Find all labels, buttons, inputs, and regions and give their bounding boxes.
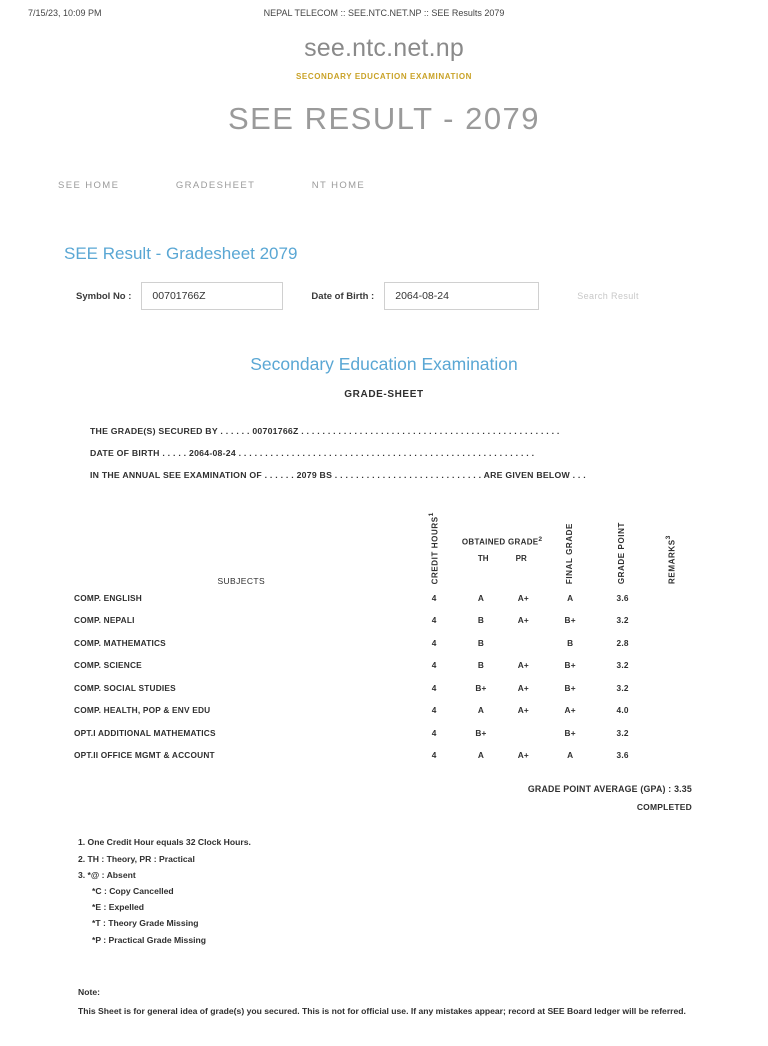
row-credit: 4 [431, 705, 437, 716]
row-remarks [649, 609, 694, 632]
row-grade-point: 3.2 [616, 615, 629, 626]
row-remarks [649, 721, 694, 744]
header-credit-hours-label: CREDIT HOURS [430, 516, 440, 585]
meta-line-date-of-birth: DATE OF BIRTH . . . . . 2064-08-24 . . . . . . . . . . . . . . . . . . . . . . . . . . . . . . . . . . . . . . . . . . . . . . . . . . . . . . . . [90, 448, 535, 458]
header-final-grade [545, 512, 596, 586]
header-remarks-sup: 3 [665, 535, 673, 540]
row-final: A+ [564, 705, 576, 716]
table-row [74, 721, 694, 744]
table-row [74, 699, 694, 722]
row-pr [502, 721, 544, 744]
header-subjects: SUBJECTS [217, 576, 266, 587]
row-th: B [477, 615, 485, 626]
note-heading: Note: [78, 986, 100, 997]
print-header [0, 0, 768, 22]
row-th: B+ [475, 682, 487, 693]
nav-item-nt-home[interactable]: NT HOME [311, 180, 366, 191]
footnotes [0, 834, 768, 947]
footnote-1: 1. One Credit Hour equals 32 Clock Hours. [78, 837, 251, 848]
banner-title: SEE RESULT - 2079 [227, 101, 541, 136]
header-credit-hours-sup: 1 [427, 512, 435, 517]
table-header-row [74, 512, 694, 586]
meta-line-grades-secured-by: THE GRADE(S) SECURED BY . . . . . . 00701766Z . . . . . . . . . . . . . . . . . . . . . . . . . . . . . . . . . . . . . . . . . . . . . . . . . [90, 426, 560, 436]
row-pr: A+ [517, 682, 529, 693]
nav-item-see-home[interactable]: SEE HOME [58, 180, 120, 191]
gradesheet-title: Secondary Education Examination [250, 354, 518, 374]
row-final: B+ [564, 727, 576, 738]
row-final: A [567, 750, 574, 761]
table-row [74, 631, 694, 654]
row-remarks [649, 699, 694, 722]
row-pr: A+ [517, 660, 529, 671]
row-credit: 4 [431, 637, 437, 648]
row-grade-point: 4.0 [616, 705, 629, 716]
row-subject: OPT.II OFFICE MGMT & ACCOUNT [74, 750, 215, 761]
header-grade-point-label: GRADE POINT [617, 522, 627, 585]
row-grade-point: 3.6 [616, 592, 629, 603]
row-pr: A+ [517, 750, 529, 761]
row-grade-point: 3.2 [616, 727, 629, 738]
row-grade-point: 3.2 [616, 660, 629, 671]
meta-line-examination-year: IN THE ANNUAL SEE EXAMINATION OF . . . . . . 2079 BS . . . . . . . . . . . . . . . . . . . . . . . . . . . . ARE GIVEN BELOW . . . [90, 470, 586, 480]
row-subject: COMP. NEPALI [74, 615, 135, 626]
symbol-no-label: Symbol No : [76, 290, 132, 302]
note-text: This Sheet is for general idea of grade(s) you secured. This is not for official use. If any mistakes appear; record at SEE Board ledger will be referred. [78, 1006, 686, 1017]
table-row [74, 744, 694, 767]
site-subtitle: SECONDARY EDUCATION EXAMINATION [295, 72, 473, 81]
header-obtained-grade-label: OBTAINED GRADE [461, 537, 539, 547]
row-final: B+ [564, 682, 576, 693]
main-navigation [0, 175, 768, 206]
table-row [74, 609, 694, 632]
header-th: TH [477, 553, 489, 563]
row-pr: A+ [517, 592, 529, 603]
row-credit: 4 [431, 750, 437, 761]
search-result-button[interactable]: Search Result [571, 290, 645, 302]
row-grade-point: 3.6 [616, 750, 629, 761]
header-obtained-grade-sup: 2 [538, 535, 543, 543]
table-row [74, 676, 694, 699]
row-subject: OPT.I ADDITIONAL MATHEMATICS [74, 727, 216, 738]
footnote-2: 2. TH : Theory, PR : Practical [78, 853, 195, 864]
header-final-grade-label: FINAL GRADE [564, 523, 574, 585]
row-pr [502, 631, 544, 654]
date-of-birth-label: Date of Birth : [311, 290, 375, 302]
row-credit: 4 [431, 682, 437, 693]
row-final: A [567, 592, 574, 603]
row-remarks [649, 676, 694, 699]
row-credit: 4 [431, 660, 437, 671]
row-remarks [649, 586, 694, 609]
row-subject: COMP. SOCIAL STUDIES [74, 682, 176, 693]
footnote-theory-grade-missing: *T : Theory Grade Missing [92, 918, 199, 929]
footnote-copy-cancelled: *C : Copy Cancelled [92, 886, 174, 897]
row-subject: COMP. MATHEMATICS [74, 637, 166, 648]
site-masthead [0, 22, 768, 137]
row-pr: A+ [517, 615, 529, 626]
print-timestamp: 7/15/23, 10:09 PM [28, 8, 102, 18]
gradesheet-section [0, 354, 768, 1020]
row-remarks [649, 744, 694, 767]
row-final: B+ [564, 660, 576, 671]
row-th: B+ [475, 727, 487, 738]
row-subject: COMP. ENGLISH [74, 592, 142, 603]
row-th: B [477, 637, 485, 648]
table-row [74, 654, 694, 677]
row-subject: COMP. SCIENCE [74, 660, 142, 671]
row-credit: 4 [431, 615, 437, 626]
row-grade-point: 2.8 [616, 637, 629, 648]
row-final: B [567, 637, 574, 648]
row-th: A [477, 750, 485, 761]
search-form [0, 282, 768, 310]
row-th: A [477, 592, 485, 603]
header-obtained-grade [460, 512, 545, 586]
header-remarks-label: REMARKS [668, 539, 678, 585]
page-title: SEE Result - Gradesheet 2079 [64, 244, 298, 263]
table-row [74, 586, 694, 609]
site-title: see.ntc.net.np [304, 34, 464, 62]
row-th: A [477, 705, 485, 716]
row-credit: 4 [431, 592, 437, 603]
footnote-expelled: *E : Expelled [92, 902, 145, 913]
footnote-practical-grade-missing: *P : Practical Grade Missing [92, 934, 206, 945]
grades-table [74, 512, 694, 766]
row-pr: A+ [517, 705, 529, 716]
row-grade-point: 3.2 [616, 682, 629, 693]
header-grade-point [596, 512, 650, 586]
row-th: B [477, 660, 485, 671]
gpa-line: GRADE POINT AVERAGE (GPA) : 3.35 [527, 784, 692, 795]
row-remarks [649, 654, 694, 677]
note-block [0, 984, 768, 1020]
nav-item-gradesheet[interactable]: GRADESHEET [175, 180, 256, 191]
print-page-title: NEPAL TELECOM :: SEE.NTC.NET.NP :: SEE Results 2079 [263, 8, 505, 18]
header-credit-hours [409, 512, 460, 586]
symbol-no-input[interactable] [141, 282, 283, 310]
status-completed: COMPLETED [636, 802, 692, 813]
header-remarks [649, 512, 694, 586]
row-remarks [649, 631, 694, 654]
gradesheet-meta [0, 420, 768, 486]
header-pr: PR [515, 553, 527, 563]
row-final: B+ [564, 615, 576, 626]
row-subject: COMP. HEALTH, POP & ENV EDU [74, 705, 211, 716]
gradesheet-subtitle: GRADE-SHEET [344, 389, 424, 400]
row-credit: 4 [431, 727, 437, 738]
date-of-birth-input[interactable] [384, 282, 539, 310]
footnote-3: 3. *@ : Absent [78, 869, 136, 880]
